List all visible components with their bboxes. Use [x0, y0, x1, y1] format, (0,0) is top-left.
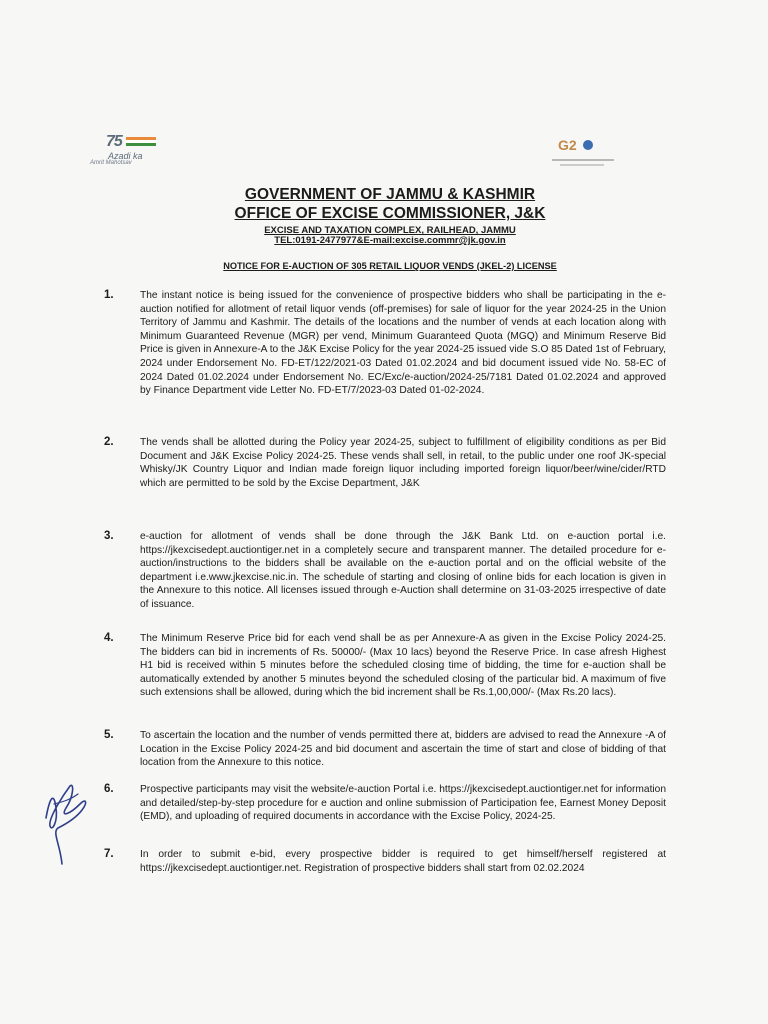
g20-logo-mark: G2	[558, 137, 577, 153]
item-text: Prospective participants may visit the website/e-auction Portal i.e. https://jkexcisedept.auctiontiger.net for information and detailed/step-by-step procedure for e auction and online submission of Participation fee, Earnest Money Deposit (EMD), and uploading of required documents in accordance with the Excise Policy, 2024-25.	[140, 784, 666, 823]
notice-title: NOTICE FOR E-AUCTION OF 305 RETAIL LIQUOR VENDS (JKEL-2) LICENSE	[223, 261, 557, 271]
item-number: 1.	[104, 289, 114, 301]
item-text: The instant notice is being issued for the convenience of prospective bidders who shall be participating in the e-auction notified for allotment of retail liquor vends (off-premises) for sale of liquor for the year 2024-25 in the Union Territory of Jammu and Kashmir. The details of the locations and the number of vends at each location along with Minimum Guaranteed Revenue (MGR) per vend, Minimum Guaranteed Quota (MGQ) and Minimum Reserve Bid Price is given in Annexure-A to the J&K Excise Policy for the year 2024-25 issued vide S.O 85 Dated 1st of February, 2024 under Endorsement No. FD-ET/122/2021-03 Dated 01.02.2024 and bid document issued vide No. 58-EC of 2024 Dated 01.02.2024 under Endorsement No. EC/Exc/e-auction/2024-25/7181 Dated 01.02.2024 and approved by Finance Department vide Letter No. FD-ET/7/2023-03 Dated 01-02-2024.	[140, 290, 666, 397]
tricolor-flag-icon	[126, 137, 156, 146]
office-title: OFFICE OF EXCISE COMMISSIONER, J&K	[234, 205, 546, 222]
office-address: EXCISE AND TAXATION COMPLEX, RAILHEAD, JAMMU	[264, 225, 516, 236]
office-contact: TEL:0191-2477977&E-mail:excise.commr@jk.gov.in	[274, 235, 506, 246]
item-text: To ascertain the location and the number of vends permitted there at, bidders are advised to read the Annexure -A of Location in the Excise Policy 2024-25 and bid document and ascertain the time of start and close of bidding of that location from the Annexure to this notice.	[140, 730, 666, 769]
g20-logo	[552, 137, 614, 173]
item-number: 3.	[104, 530, 114, 542]
logo-rule-2	[560, 164, 604, 166]
government-title: GOVERNMENT OF JAMMU & KASHMIR	[244, 186, 536, 203]
item-number: 6.	[104, 783, 114, 795]
logo-mark: 75	[106, 133, 122, 150]
logo-line-1: Azadi ka	[108, 151, 143, 161]
item-text: The Minimum Reserve Price bid for each vend shall be as per Annexure-A as given in the Excise Policy 2024-25. The bidders can bid in increments of Rs. 50000/- (Max 10 lacs) beyond the Reserve Price. In case afresh Highest H1 bid is received within 5 minutes before the scheduled closing time of bidding, the time for e-auction shall be automatically extended by another 5 minutes beyond the scheduled closing of the particular bid. A maximum of five such extensions shall be allowed, during which the bid increment shall be Rs.1,00,000/- (Max Rs.20 lacs).	[140, 633, 666, 699]
globe-icon	[583, 140, 593, 150]
item-text: The vends shall be allotted during the Policy year 2024-25, subject to fulfillment of eligibility conditions as per Bid Document and J&K Excise Policy 2024-25. These vends shall sell, in retail, to the public under one roof JK-special Whisky/JK Country Liquor and Indian made foreign liquor including imported foreign liquor/beer/wine/cider/RTD which are permitted to be sold by the Excise Department, J&K	[140, 437, 666, 489]
azadi-ka-amrit-mahotsav-logo	[84, 133, 176, 173]
item-text: e-auction for allotment of vends shall be done through the J&K Bank Ltd. on e-auction portal i.e. https://jkexcisedept.auctiontiger.net in a completely secure and transparent manner. The detailed procedure for e-auction/instructions to the bidders shall be available on the e-auction portal and on the official website of the department i.e.www.jkexcise.nic.in. The schedule of starting and closing of online bids for each location is given in the Annexure to this notice. All licenses issued through e-Auction shall determine on 31-03-2025 irrespective of date of issuance.	[140, 531, 666, 610]
item-number: 5.	[104, 729, 114, 741]
item-number: 4.	[104, 632, 114, 644]
logo-rule	[552, 159, 614, 161]
handwritten-signature-icon	[40, 774, 96, 866]
item-number: 7.	[104, 848, 114, 860]
item-text: In order to submit e-bid, every prospective bidder is required to get himself/herself registered at https://jkexcisedept.auctiontiger.net. Registration of prospective bidders shall start from 02.02.2024	[140, 849, 666, 874]
item-number: 2.	[104, 436, 114, 448]
logo-line-2: Amrit Mahotsav	[90, 160, 132, 166]
